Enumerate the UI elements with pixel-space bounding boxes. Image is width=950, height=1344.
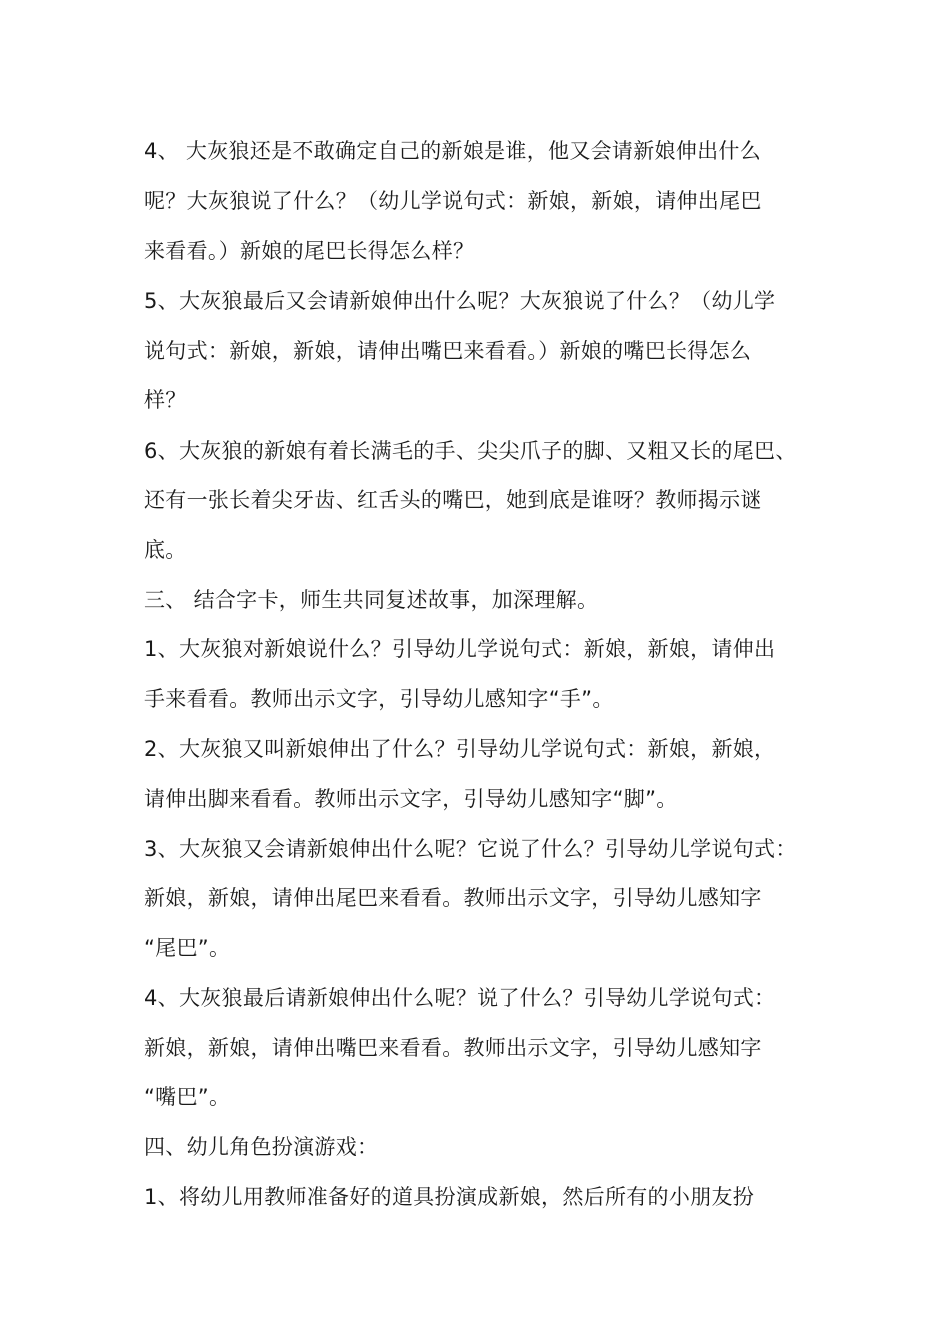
text-line: 样？ [144,388,187,412]
text-line: 说句式：新娘，新娘，请伸出嘴巴来看看。）新娘的嘴巴长得怎么 [144,339,752,363]
text-line: 5、大灰狼最后又会请新娘伸出什么呢？大灰狼说了什么？（幼儿学 [144,289,776,313]
text-line: 1、大灰狼对新娘说什么？引导幼儿学说句式：新娘，新娘，请伸出 [144,637,776,661]
text-line: 3、大灰狼又会请新娘伸出什么呢？它说了什么？引导幼儿学说句式： [144,837,797,861]
text-line: “嘴巴”。 [144,1085,231,1109]
text-line: “尾巴”。 [144,936,231,960]
text-line: 6、大灰狼的新娘有着长满毛的手、尖尖爪子的脚、又粗又长的尾巴、 [144,439,797,463]
text-line: 2、大灰狼又叫新娘伸出了什么？引导幼儿学说句式：新娘，新娘， [144,737,776,761]
text-line: 呢？大灰狼说了什么？（幼儿学说句式：新娘，新娘，请伸出尾巴 [144,189,762,213]
text-line: 新娘，新娘，请伸出尾巴来看看。教师出示文字，引导幼儿感知字 [144,886,762,910]
text-line: 还有一张长着尖牙齿、红舌头的嘴巴，她到底是谁呀？教师揭示谜 [144,488,762,512]
text-line: 底。 [144,538,187,562]
text-line: 手来看看。教师出示文字，引导幼儿感知字“手”。 [144,687,614,711]
text-line: 4、大灰狼最后请新娘伸出什么呢？说了什么？引导幼儿学说句式： [144,986,776,1010]
text-line: 4、 大灰狼还是不敢确定自己的新娘是谁，他又会请新娘伸出什么 [144,139,762,163]
section-heading: 四、幼儿角色扮演游戏： [144,1135,379,1159]
text-line: 请伸出脚来看看。教师出示文字，引导幼儿感知字“脚”。 [144,787,678,811]
text-line: 1、将幼儿用教师准备好的道具扮演成新娘，然后所有的小朋友扮 [144,1185,755,1209]
text-line: 新娘，新娘，请伸出嘴巴来看看。教师出示文字，引导幼儿感知字 [144,1036,762,1060]
text-line: 来看看。）新娘的尾巴长得怎么样？ [144,239,475,263]
section-heading: 三、 结合字卡，师生共同复述故事，加深理解。 [144,588,599,612]
